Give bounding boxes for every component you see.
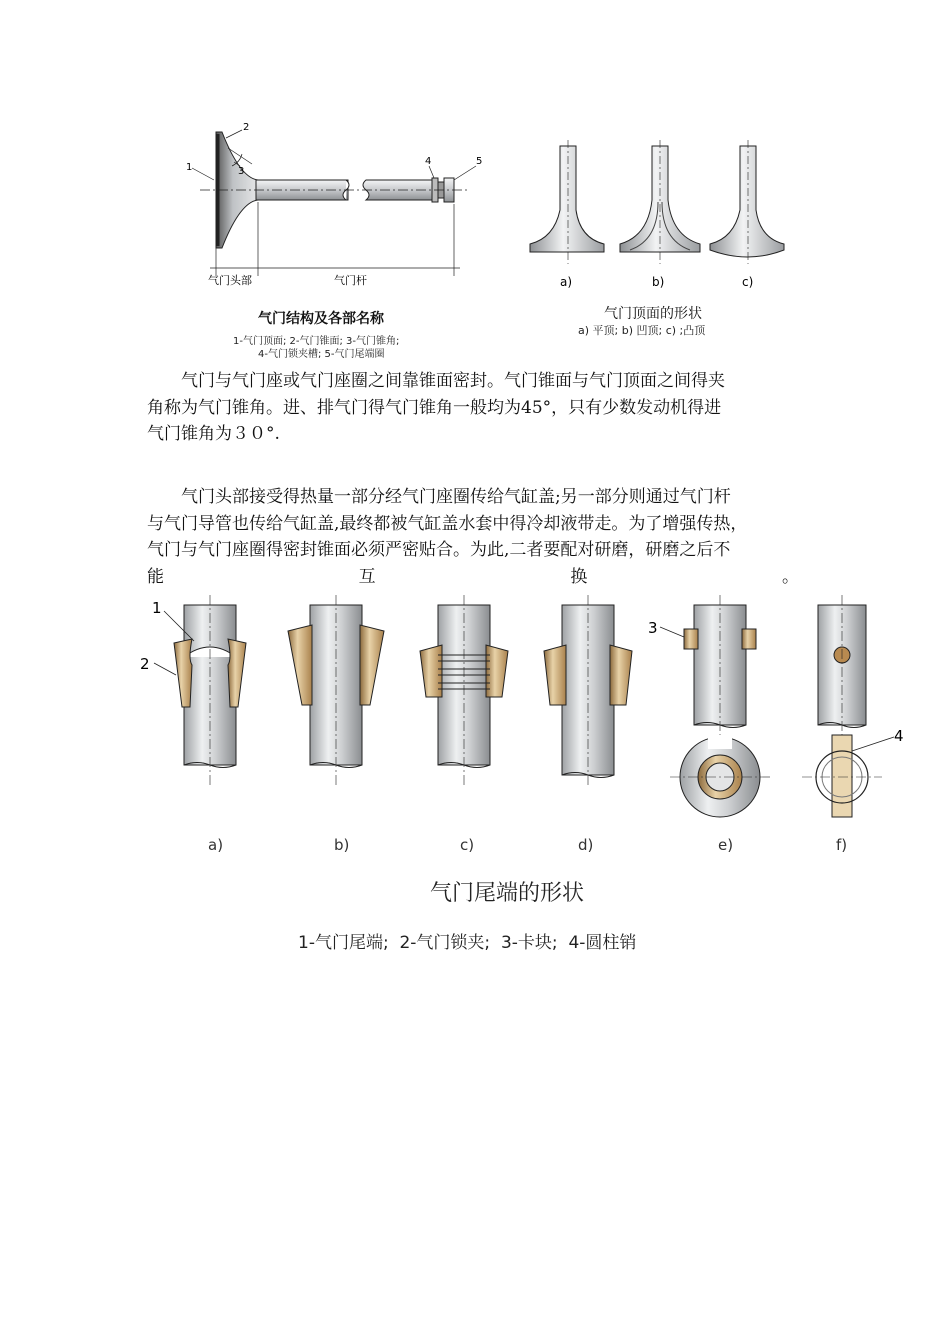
sub-label-c: c) [742, 275, 754, 289]
figure1-legend-line1: 1-气门顶面; 2-气门锥面; 3-气门锥角; [233, 336, 400, 347]
figure3-title: 气门尾端的形状 [430, 881, 585, 906]
last-line-char-4: 。 [781, 566, 799, 587]
tail-shape-e [670, 595, 770, 817]
tail-sub-label-d: d) [578, 836, 594, 854]
figure2-title: 气门顶面的形状 [604, 306, 702, 322]
part-number-2: 2 [243, 122, 250, 133]
valve-tail-shape-figure [130, 595, 910, 865]
last-line-char-2: 互 [358, 566, 376, 587]
valve-concave-top [620, 140, 700, 264]
tail-shape-a [174, 595, 246, 785]
tail-sub-label-e: e) [718, 836, 734, 854]
figure1-title: 气门结构及各部名称 [258, 311, 384, 327]
paragraph-valve-cone [147, 368, 807, 448]
paragraph2-line4 [147, 564, 807, 591]
tail-shape-f [802, 595, 882, 817]
tail-part-number-3: 3 [648, 619, 658, 637]
valve-top-shape-figure [522, 140, 792, 300]
part-number-3: 3 [238, 166, 245, 177]
paragraph2-line2: 与气门导管也传给气缸盖,最终都被气缸盖水套中得冷却液带走。为了增强传热， [147, 513, 748, 534]
tail-part-number-4: 4 [894, 727, 904, 745]
tail-sub-label-b: b) [334, 836, 350, 854]
paragraph2-line1: 气门头部接受得热量一部分经气门座圈传给气缸盖;另一部分则通过气门杆 [181, 487, 731, 507]
paragraph1-line3: 气门锥角为３０°. [147, 424, 280, 444]
paragraph1-line1: 气门与气门座或气门座圈之间靠锥面密封。气门锥面与气门顶面之间得夹 [181, 371, 725, 391]
valve-stem-label: 气门杆 [334, 274, 367, 287]
figure2-legend: a) 平顶; b) 凹顶; c) ;凸顶 [578, 324, 706, 337]
sub-label-b: b) [652, 275, 665, 289]
tail-sub-label-a: a) [208, 836, 224, 854]
part-number-1: 1 [186, 162, 193, 173]
figure1-legend-line2: 4-气门锁夹槽; 5-气门尾端圈 [258, 349, 385, 360]
last-line-char-1: 能 [147, 566, 164, 587]
valve-convex-top [710, 140, 784, 264]
paragraph2-line3: 气门与气门座圈得密封锥面必须严密贴合。为此,二者要配对研磨，研磨之后不 [147, 540, 731, 560]
paragraph-heat-transfer [147, 484, 807, 590]
tail-shape-b [288, 595, 384, 785]
tail-sub-label-f: f) [836, 836, 848, 854]
sub-label-a: a) [560, 275, 573, 289]
tail-shape-d [544, 595, 632, 785]
tail-sub-label-c: c) [460, 836, 475, 854]
paragraph1-line2: 角称为气门锥角。进、排气门得气门锥角一般均为45°，只有少数发动机得进 [147, 397, 722, 418]
last-line-char-3: 换 [570, 566, 588, 587]
figure3-legend: 1-气门尾端; 2-气门锁夹; 3-卡块; 4-圆柱销 [298, 933, 637, 953]
tail-shape-c [420, 595, 508, 785]
part-number-4: 4 [425, 156, 432, 167]
valve-head-label: 气门头部 [208, 274, 252, 287]
tail-part-number-2: 2 [140, 655, 150, 673]
part-number-5: 5 [476, 156, 483, 167]
valve-flat-top [530, 140, 604, 264]
tail-part-number-1: 1 [152, 599, 162, 617]
